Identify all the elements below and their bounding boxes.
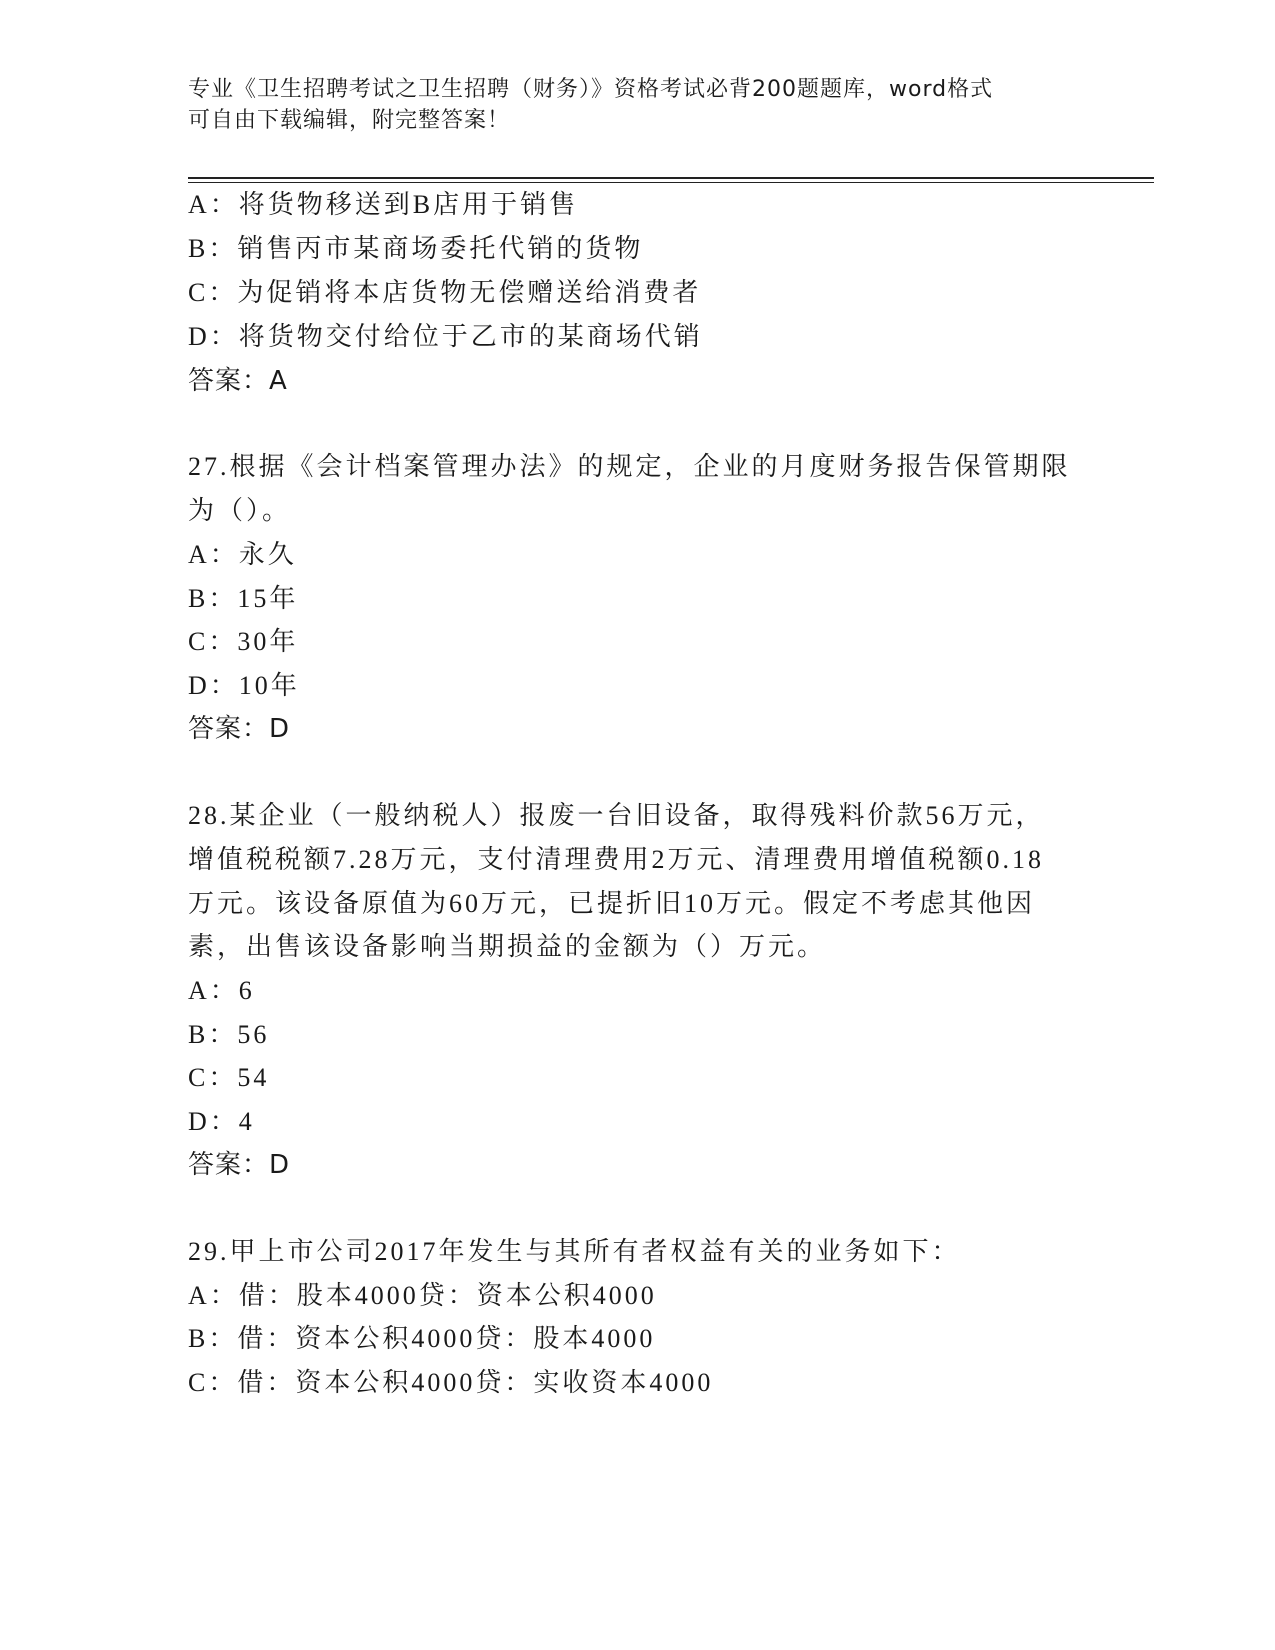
q27-option-b: B：15年 [188,584,299,613]
q29-option-c: C：借：资本公积4000贷：实收资本4000 [188,1368,714,1397]
q26-option-d: D：将货物交付给位于乙市的某商场代销 [188,322,703,351]
header-line-2: 可自由下载编辑，附完整答案！ [188,108,511,133]
header-divider [188,177,1154,179]
q28-stem-line-1: 28.某企业（一般纳税人）报废一台旧设备，取得残料价款56万元， [188,801,1045,830]
q27-option-a: A：永久 [188,540,297,569]
q26-option-c: C：为促销将本店货物无偿赠送给消费者 [188,278,702,307]
q29-stem-line-1: 29.甲上市公司2017年发生与其所有者权益有关的业务如下： [188,1237,961,1266]
q26-answer: 答案：A [188,366,288,396]
q29-option-a: A：借：股本4000贷：资本公积4000 [188,1281,657,1310]
q28-option-c: C：54 [188,1063,270,1092]
q28-stem-line-4: 素，出售该设备影响当期损益的金额为（）万元。 [188,932,827,961]
header-line-1: 专业《卫生招聘考试之卫生招聘（财务）》资格考试必背200题题库，word格式 [188,77,994,102]
q29-option-b: B：借：资本公积4000贷：股本4000 [188,1324,656,1353]
q28-option-b: B：56 [188,1020,270,1049]
q28-option-a: A：6 [188,976,255,1005]
q28-answer: 答案：D [188,1150,291,1180]
q28-option-d: D：4 [188,1107,255,1136]
q28-stem-line-2: 增值税税额7.28万元，支付清理费用2万元、清理费用增值税额0.18 [188,845,1045,874]
q27-stem-line-2: 为（）。 [188,496,292,525]
q27-option-c: C：30年 [188,627,299,656]
header-divider-thin [188,182,1154,183]
q27-stem-line-1: 27.根据《会计档案管理办法》的规定，企业的月度财务报告保管期限 [188,452,1071,481]
q27-option-d: D：10年 [188,671,300,700]
q26-option-a: A：将货物移送到B店用于销售 [188,190,579,219]
q26-option-b: B：销售丙市某商场委托代销的货物 [188,234,644,263]
q28-stem-line-3: 万元。该设备原值为60万元，已提折旧10万元。假定不考虑其他因 [188,889,1036,918]
q27-answer: 答案：D [188,714,291,744]
document-header [188,74,1088,136]
